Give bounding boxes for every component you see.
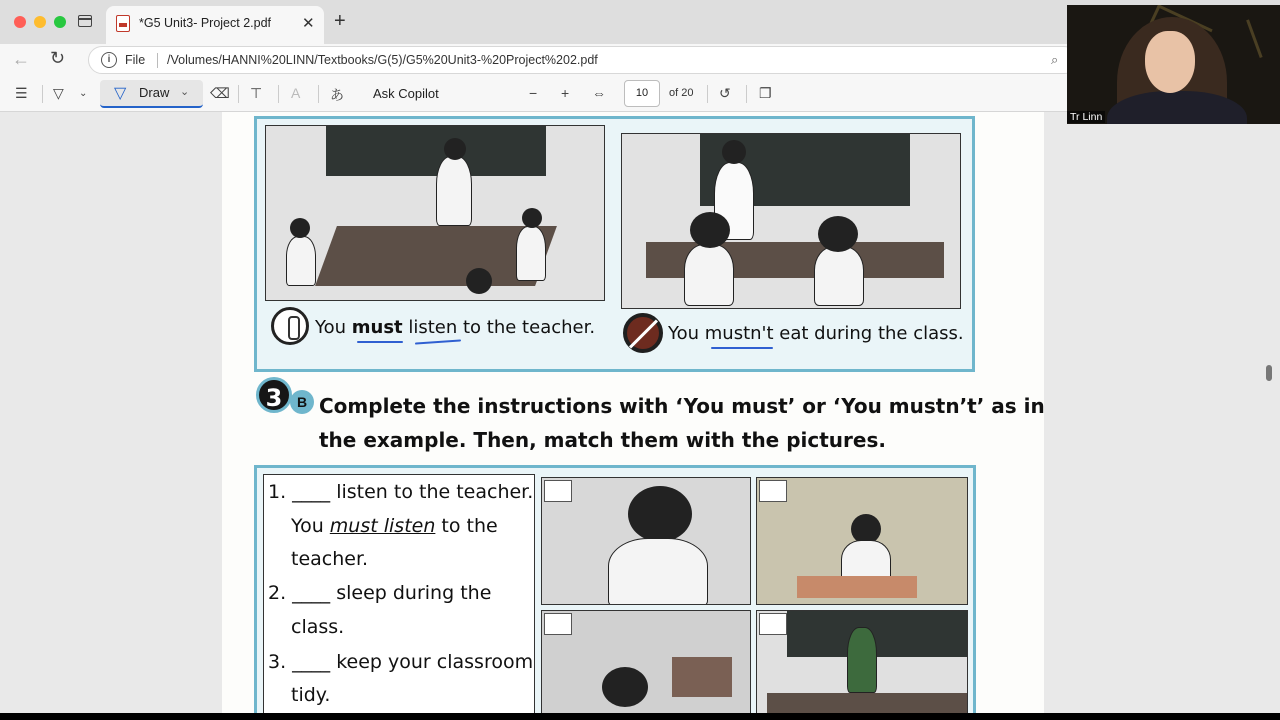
- answer-box[interactable]: [544, 613, 572, 635]
- task-3-end: tidy.: [291, 684, 331, 706]
- tab-title: *G5 Unit3- Project 2.pdf: [139, 16, 272, 30]
- divider: [318, 85, 319, 103]
- exercise-number-badge: 3: [256, 377, 292, 413]
- eraser-icon[interactable]: ⌫: [210, 85, 230, 101]
- answer-box[interactable]: [759, 480, 787, 502]
- url-text[interactable]: /Volumes/HANNI%20LINN/Textbooks/G(5)/G5%20Unit3-%20Project%202.pdf: [167, 53, 598, 67]
- task-3: 3. ____ keep your classroom: [268, 651, 534, 673]
- answer-box[interactable]: [759, 613, 787, 635]
- rotate-icon[interactable]: ↺: [719, 85, 731, 101]
- classroom-listening-illustration: [265, 125, 605, 301]
- listen-sign-icon: [271, 307, 309, 345]
- ask-copilot-button[interactable]: Ask Copilot: [373, 86, 439, 101]
- page-view-icon[interactable]: ❐: [759, 85, 772, 101]
- page-number-input[interactable]: 10: [624, 80, 660, 107]
- zoom-icon[interactable]: ⌕: [1051, 52, 1059, 67]
- no-eating-sign-icon: [623, 313, 663, 353]
- url-field[interactable]: [88, 46, 1078, 74]
- document-viewport[interactable]: [0, 112, 1280, 713]
- annotation-underline: [357, 341, 403, 343]
- annotation-underline: [415, 339, 461, 344]
- contents-list-icon[interactable]: ☰: [15, 85, 28, 101]
- read-aloud-icon[interactable]: A: [291, 85, 301, 101]
- instruction-text: Complete the instructions with ‘You must’ or ‘You mustn’t’ as in: [319, 394, 1045, 418]
- instruction-text: the example. Then, match them with the pictures.: [319, 428, 886, 452]
- maximize-window-button[interactable]: [54, 16, 66, 28]
- close-window-button[interactable]: [14, 16, 26, 28]
- reload-icon[interactable]: ↻: [50, 48, 66, 68]
- top-pictures-frame: [254, 116, 975, 372]
- draw-label: Draw: [139, 85, 170, 100]
- eating-in-class-illustration: [621, 133, 961, 309]
- pdf-file-icon: [116, 15, 130, 32]
- tab-actions-icon[interactable]: [76, 12, 96, 32]
- fit-width-icon[interactable]: ⇔: [592, 85, 606, 101]
- minimize-window-button[interactable]: [34, 16, 46, 28]
- caption-must-listen: You must listen to the teacher.: [315, 317, 596, 338]
- presenter-face: [1145, 31, 1195, 93]
- divider: [42, 85, 43, 103]
- boy-raising-hand-illustration: [756, 477, 968, 605]
- back-arrow-icon[interactable]: ←: [12, 49, 30, 69]
- boy-listening-illustration: [541, 477, 751, 605]
- boy-cleaning-board-illustration: [756, 610, 968, 713]
- pen-icon: ▽: [114, 85, 127, 102]
- task-1: 1. ____ listen to the teacher.: [268, 481, 534, 503]
- webcam-overlay: [1067, 5, 1280, 124]
- task-2-end: class.: [291, 616, 345, 638]
- boy-sleeping-illustration: [541, 610, 751, 713]
- divider: [157, 53, 158, 68]
- zoom-out-button[interactable]: −: [529, 85, 538, 101]
- divider: [278, 85, 279, 103]
- annotation-underline: [711, 347, 773, 349]
- page-total-label: of 20: [669, 87, 694, 99]
- participant-name-label: Tr Linn: [1067, 111, 1105, 123]
- caption-mustnt-eat: You mustn't eat during the class.: [668, 323, 964, 344]
- info-icon[interactable]: i: [101, 52, 117, 68]
- divider: [707, 85, 708, 103]
- zoom-in-button[interactable]: +: [561, 85, 570, 101]
- translate-icon[interactable]: あ: [330, 87, 344, 103]
- chevron-down-icon[interactable]: ⌄: [180, 86, 190, 98]
- add-text-icon[interactable]: ⊤: [250, 85, 263, 101]
- close-tab-icon[interactable]: ✕: [302, 15, 315, 32]
- divider: [238, 85, 239, 103]
- answer-box[interactable]: [544, 480, 572, 502]
- task-1-example: You must listen to the: [291, 515, 498, 537]
- task-2: 2. ____ sleep during the: [268, 582, 492, 604]
- tab-active[interactable]: [106, 6, 324, 44]
- file-scheme-label: File: [125, 53, 146, 67]
- vertical-scrollbar[interactable]: [1266, 365, 1272, 381]
- divider: [746, 85, 747, 103]
- task-1-example-end: teacher.: [291, 548, 369, 570]
- new-tab-button[interactable]: +: [334, 10, 346, 32]
- highlight-icon[interactable]: ▽: [53, 85, 64, 101]
- chevron-down-icon[interactable]: ⌄: [79, 88, 88, 99]
- draw-button[interactable]: [100, 80, 203, 108]
- section-letter-badge: B: [290, 390, 314, 414]
